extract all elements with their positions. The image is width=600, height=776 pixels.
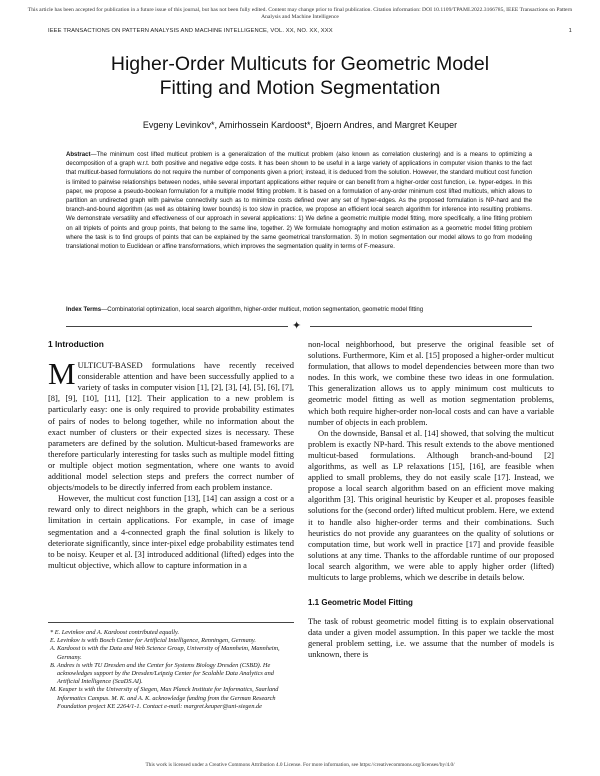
drop-cap: M — [48, 356, 76, 392]
footnote: E. Levinkov is with Bosch Center for Artificial Intelligence, Renningen, Germany. — [50, 637, 256, 645]
separator-line-left — [66, 326, 288, 327]
separator-line-right — [310, 326, 532, 327]
title-line-2: Fitting and Motion Segmentation — [159, 77, 441, 99]
license-notice: This work is licensed under a Creative Commons Attribution 4.0 License. For more information, see https://creativecommons.org/licenses/by/4.0/ — [145, 762, 455, 768]
page-number: 1 — [568, 28, 572, 34]
publication-notice: This article has been accepted for publication in a future issue of this journal, but has not been fully edited. Content may change prior to final publication. Citation information: DOI 10.1109/TPAMI.2022.3166785, IEEE Transactions on Pattern Analysis and Machine Intelligence — [27, 7, 573, 20]
abstract-text: —The minimum cost lifted multicut problem is a generalization of the multicut problem (also known as correlation clustering) and is a means to optimizing a decomposition of a graph w.r.t. both positive and negative edge costs. It has been shown to be useful in a large variety of applications in computer vision thanks to the fact that multicut-based formulations do not require the number of components given a priori; instead, it is deduced from the solution. However, the standard multicut cost function is limited to pairwise relationships between nodes, while several important applications either require or can benefit from a higher-order cost function, i.e. hyper-edges. In this paper, we propose a pseudo-boolean formulation for a multiple model fitting problem. It is based on a formulation of any-order minimum cost lifted multicuts, which allows to partition an undirected graph with pairwise connectivity such as to minimize costs defined over any set of hyper-edges. As the proposed formulation is NP-hard and the branch-and-bound algorithm (as well as obtaining lower bounds) is too slow in practice, we propose an efficient local search algorithm for inference into resulting problems. We demonstrate versatility and effectiveness of our approach in several applications: 1) We define a geometric multiple model fitting, more specifically, a line fitting problem on all triplets of points and group points, that belong to the same line, together. 2) We formulate homography and motion estimation as a geometric model fitting problem where the task is to find groups of points that can be explained by the same geometrical transformation. 3) In motion segmentation our model allows to go from modeling translational motion to Euclidean or affine transformations, which improves the segmentation quality in terms of F-measure. — [66, 152, 532, 251]
right-paragraph-3: The task of robust geometric model fitting is to explain observational data under a given model assumption. In this paper we tackle the most general problem setting, i.e. we assume that the number of models is unknown, there is — [308, 616, 554, 660]
running-head-text: IEEE TRANSACTIONS ON PATTERN ANALYSIS AND MACHINE INTELLIGENCE, VOL. XX, NO. XX, XXX — [48, 28, 333, 34]
left-column — [48, 339, 294, 571]
footnote: A. Kardoost is with the Data and Web Science Group, University of Mannheim, Mannheim, Germany. — [50, 645, 280, 661]
title-line-1: Higher-Order Multicuts for Geometric Model — [110, 53, 490, 75]
paper-title — [40, 52, 560, 100]
intro-smallcaps: ULTICUT-BASED — [77, 360, 143, 371]
index-terms-text: —Combinatorial optimization, local search algorithm, higher-order multicut, motion segmentation, geometric model fitting — [101, 307, 424, 313]
subsection-heading-geometric-model-fitting: 1.1 Geometric Model Fitting — [308, 598, 413, 608]
footnotes — [48, 622, 294, 711]
abstract-label: Abstract — [66, 152, 91, 158]
index-terms-label: Index Terms — [66, 307, 102, 313]
right-paragraph-2: On the downside, Bansal et al. [14] showed, that solving the multicut problem is exactly NP-hard. This result extends to the above mentioned multicut-based formulations. Although branch-and-bound [2] algorithms, as well as LP relaxations [15], [16], are feasible when applied to small problems, they do not easily scale [17]. Instead, we propose a local search algorithm based on an efficient move making algorithm [3]. This original heuristic by Keuper et al. proposes feasible solutions for the (second order) lifted multicut problem. Here, we extend it to handle also higher-order terms and their combinations. Such heuristics do not provide any guarantees on the quality of solutions or computation time, but work well in practice [17] and provide feasible solutions at any time. Thanks to the affordable runtime of our proposed local search algorithm, we were able to apply higher order (lifted) multicuts to large problems, which we describe in details below. — [308, 427, 554, 582]
right-column — [308, 339, 554, 661]
index-terms — [66, 306, 532, 315]
footnote: B. Andres is with TU Dresden and the Center for Systems Biology Dresden (CSBD). He acknowledges support by the Dresden/Leipzig Center for Scalable Data Analytics and Artificial Intelligence (ScaDS.AI). — [50, 661, 274, 686]
section-separator — [66, 322, 532, 330]
intro-paragraph-1 — [48, 356, 294, 493]
footnote: * E. Levinkov and A. Kardoost contributed equally. — [50, 629, 180, 636]
author-list: Evgeny Levinkov*, Amirhossein Kardoost*, Bjoern Andres, and Margret Keuper — [142, 120, 458, 130]
intro-paragraph-2: However, the multicut cost function [13], [14] can assign a cost or a reward only to direct neighbors in the graph, which can be a serious limitation in certain applications. For example, in case of image segmentation and a 4-connected graph the final solution is likely to deteriorate significantly, since inter-pixel edge probability estimates tend to be noisy. Keuper et al. [3] introduced additional (lifted) edges into the multicut objective, which allow to capture information in a — [48, 493, 294, 570]
right-paragraph-1: non-local neighborhood, but preserve the original feasible set of solutions. Furthermore, Kim et al. [15] proposed a higher-order multicut formulation, that allows to model dependencies between more than two nodes. In this work, we combine these two ideas in one formulation. This generalization allows us to apply minimum cost multicuts to geometric model fitting as well as motion segmentation problems, which both require higher-order non-local costs and can have a variable number of objects in each problem. — [308, 339, 554, 427]
intro-paragraph-1-text: formulations have recently received considerable attention and have been successfully applied to a variety of tasks in computer vision [1], [2], [3], [4], [5], [6], [7], [8], [9], [10], [11], [12]. Their application to a new problem is particularly easy: one is only required to provide probability estimates of pairs of nodes to belong together, while no information about the exact number of clusters or their expected sizes is necessary. These parameters are defined by the solution. Multicut-based frameworks are therefore particularly interesting for tasks such as multiple model fitting or multiple object motion segmentation, where one wants to avoid additional model selection steps and prefers the correct number of objects/models to be directly inferred from each problem instance. — [48, 360, 294, 493]
abstract — [66, 151, 532, 252]
section-heading-introduction: 1 Introduction — [48, 339, 104, 349]
running-head — [48, 28, 572, 34]
footnote: M. Keuper is with the University of Siegen, Max Planck Institute for Informatics, Saarland Informatics Campus. M. K. and A. K. acknowledge funding from the German Research Foundation project KE 2264/1-1. Contact e-mail: margret.keuper@uni-siegen.de — [50, 686, 279, 710]
separator-ornament-icon: ✦ — [292, 320, 302, 332]
